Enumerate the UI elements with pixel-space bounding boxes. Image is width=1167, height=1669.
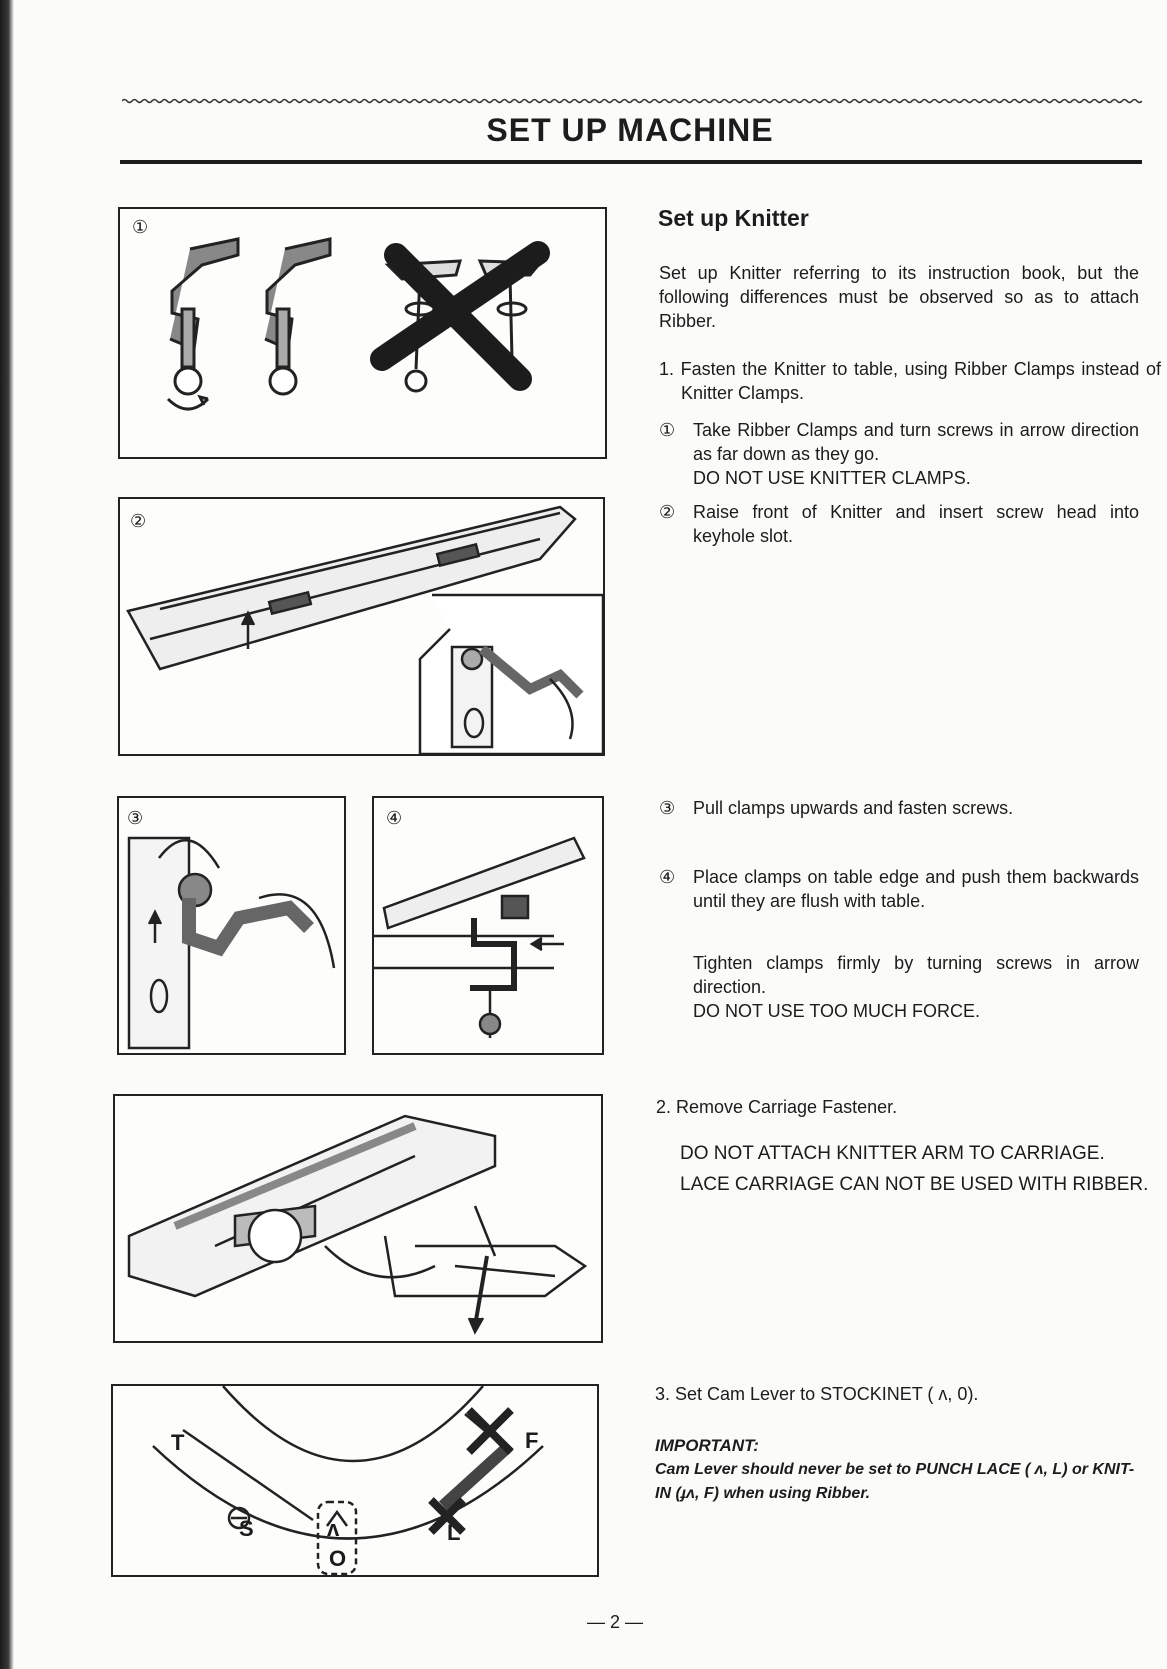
step-1-sub-2-text: Raise front of Knitter and insert screw head into keyhole slot. — [693, 502, 1139, 546]
important-label: IMPORTANT: — [655, 1436, 759, 1455]
figure-3-pull-clamps — [117, 796, 346, 1055]
cam-dial-illustration — [113, 1386, 597, 1575]
page-number: — 2 — — [586, 1612, 643, 1632]
raise-knitter-illustration — [120, 499, 603, 754]
step-1-sub-3-text: Pull clamps upwards and fasten screws. — [693, 798, 1014, 818]
step-1-sub-3-number: ③ — [659, 798, 676, 818]
step-1-sub-4-number: ④ — [659, 867, 676, 887]
step-3-text: 3. Set Cam Lever to STOCKINET ( ʌ, 0). — [655, 1384, 979, 1404]
intro-paragraph: Set up Knitter referring to its instruction book, but the following differences must be observed so as to attach Ribber. — [659, 263, 1139, 331]
section-heading: Set up Knitter — [658, 205, 809, 231]
decorative-wavy-rule — [122, 98, 1142, 104]
step-1-sub-1-number: ① — [659, 420, 676, 440]
step-1-sub-1-text: Take Ribber Clamps and turn screws in arrow direction as far down as they go. — [693, 420, 1139, 464]
dial-letter-f: F — [525, 1428, 539, 1453]
step-1-sub-4-text: Place clamps on table edge and push them backwards until they are flush with table. — [693, 867, 1139, 911]
important-text: Cam Lever should never be set to PUNCH LACE ( ʌ, L) or KNIT-IN (ɟʌ, F) when using Ribber. — [655, 1461, 1135, 1502]
step-2-warning-1: DO NOT ATTACH KNITTER ARM TO CARRIAGE. — [680, 1143, 1105, 1164]
dial-letter-stockinet: ʌ — [327, 1516, 340, 1541]
figure-5-carriage-fastener — [113, 1094, 603, 1343]
step-1-sub-4-warning: DO NOT USE TOO MUCH FORCE. — [693, 1001, 981, 1021]
dial-letter-o: O — [329, 1546, 347, 1571]
figure-3-label: ③ — [127, 808, 144, 828]
figure-2-label: ② — [130, 511, 147, 531]
carriage-illustration — [115, 1096, 601, 1341]
step-1-sub-4-extra: Tighten clamps firmly by turning screws in arrow direction. — [693, 953, 1139, 997]
figure-4-label: ④ — [386, 808, 403, 828]
step-1-text: 1. Fasten the Knitter to table, using Ribber Clamps instead of Knitter Clamps. — [659, 359, 1161, 403]
pull-clamps-illustration — [119, 798, 344, 1053]
title-underline — [120, 160, 1142, 164]
page-title: SET UP MACHINE — [486, 112, 774, 148]
step-1-sub-2-number: ② — [659, 502, 676, 522]
figure-1-label: ① — [132, 217, 149, 237]
dial-letter-l: L — [447, 1520, 461, 1545]
step-1-sub-1-warning: DO NOT USE KNITTER CLAMPS. — [693, 468, 971, 488]
step-2-text: 2. Remove Carriage Fastener. — [656, 1097, 898, 1117]
place-clamps-illustration — [374, 798, 602, 1053]
figure-6-cam-dial — [111, 1384, 599, 1577]
dial-letter-t: T — [171, 1430, 185, 1455]
figure-1-clamps — [118, 207, 607, 459]
dial-letter-s: S — [239, 1516, 254, 1541]
clamp-illustration — [120, 209, 605, 457]
figure-4-place-clamps — [372, 796, 604, 1055]
figure-2-raise-knitter — [118, 497, 605, 756]
step-2-warning-2: LACE CARRIAGE CAN NOT BE USED WITH RIBBER. — [680, 1174, 1149, 1195]
scan-edge-shadow — [0, 0, 14, 1669]
